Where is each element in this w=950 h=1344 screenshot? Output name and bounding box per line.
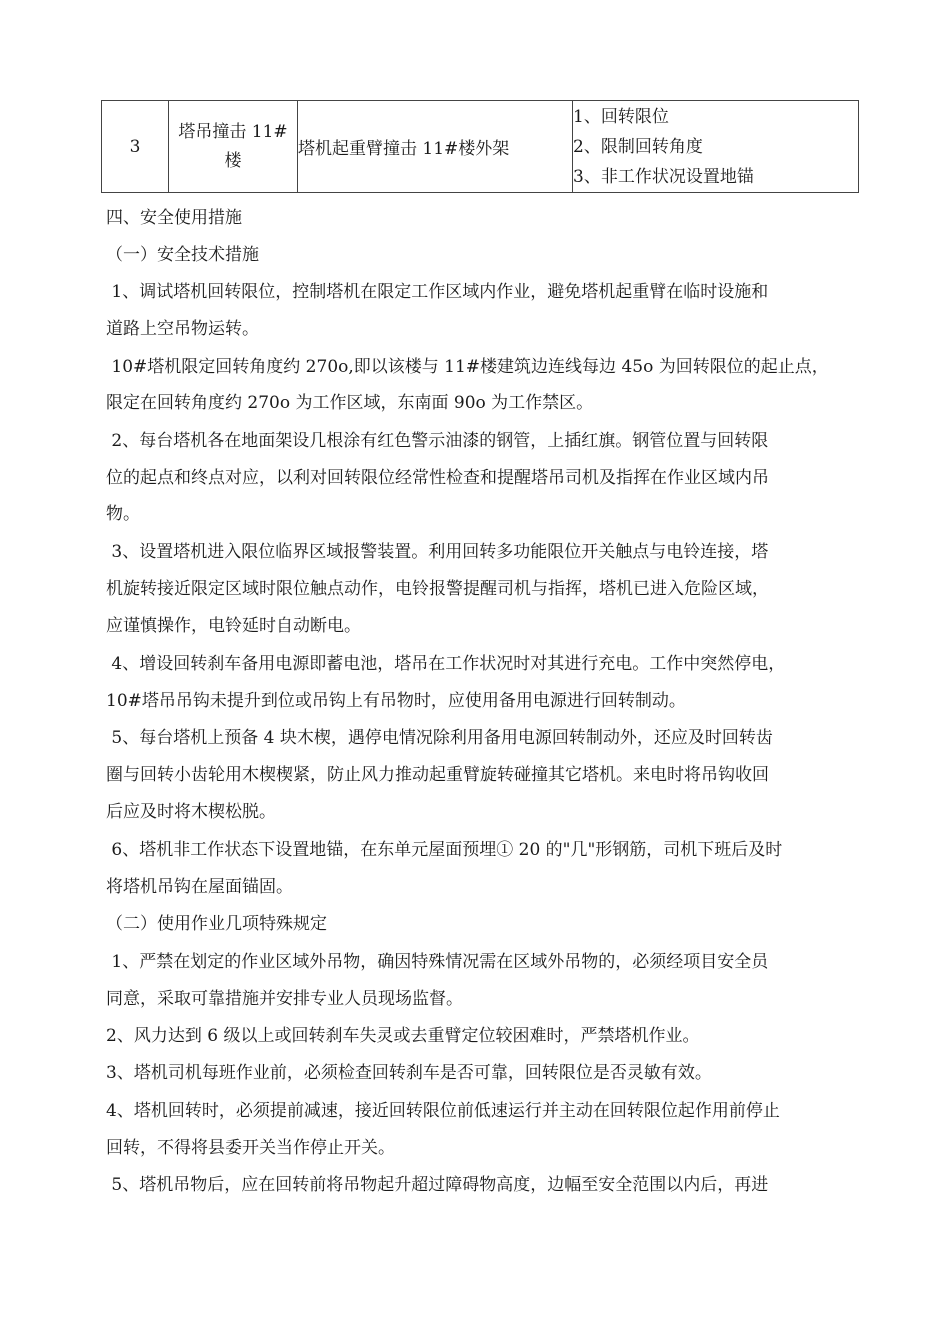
paragraph-line: 4、塔机回转时，必须提前减速，接近回转限位前低速运行并主动在回转限位起作用前停止 [106, 1101, 780, 1121]
paragraph-line: 2、风力达到 6 级以上或回转刹车失灵或去重臂定位较困难时，严禁塔机作业。 [106, 1026, 700, 1046]
paragraph-line: 机旋转接近限定区域时限位触点动作，电铃报警提醒司机与指挥，塔机已进入危险区域， [106, 579, 769, 599]
measure-item: 3、非工作状况设置地锚 [573, 166, 754, 187]
paragraph-line: 位的起点和终点对应，以利对回转限位经常性检查和提醒塔吊司机及指挥在作业区域内吊 [106, 468, 769, 488]
paragraph-line: 将塔机吊钩在屋面锚固。 [106, 877, 293, 897]
paragraph-line: 限定在回转角度约 270o 为工作区域，东南面 90o 为工作禁区。 [106, 393, 594, 413]
paragraph-line: 3、塔机司机每班作业前，必须检查回转刹车是否可靠，回转限位是否灵敏有效。 [106, 1063, 712, 1083]
paragraph-line: 同意，采取可靠措施并安排专业人员现场监督。 [106, 989, 463, 1009]
measure-item: 2、限制回转角度 [573, 136, 703, 157]
risk-description: 塔机起重臂撞击 11#楼外架 [298, 101, 573, 193]
risk-name [169, 101, 298, 193]
risk-measures [573, 101, 859, 193]
paragraph-line: 圈与回转小齿轮用木楔楔紧，防止风力推动起重臂旋转碰撞其它塔机。来电时将吊钩收回 [106, 765, 769, 785]
risk-name-line2: 楼 [224, 150, 242, 171]
risk-table [101, 100, 859, 193]
table-row [102, 101, 859, 193]
paragraph-line: 回转，不得将县委开关当作停止开关。 [106, 1138, 395, 1158]
section-heading: 四、安全使用措施 [106, 208, 242, 228]
paragraph-line: 10#塔吊吊钩未提升到位或吊钩上有吊物时，应使用备用电源进行回转制动。 [106, 691, 686, 711]
paragraph-line: 4、增设回转刹车备用电源即蓄电池，塔吊在工作状况时对其进行充电。工作中突然停电， [106, 654, 786, 674]
paragraph-line: 物。 [106, 504, 140, 524]
measure-item: 1、回转限位 [573, 106, 669, 127]
paragraph-line: 2、每台塔机各在地面架设几根涂有红色警示油漆的钢管，上插红旗。钢管位置与回转限 [106, 431, 769, 451]
subsection-heading: （一）安全技术措施 [106, 245, 259, 265]
paragraph-line: 1、调试塔机回转限位，控制塔机在限定工作区域内作业，避免塔机起重臂在临时设施和 [106, 282, 769, 302]
risk-name-line1: 塔吊撞击 11# [178, 121, 288, 142]
paragraph-line: 10#塔机限定回转角度约 270o,即以该楼与 11#楼建筑边连线每边 45o 为回转限位的起止点， [106, 357, 829, 377]
paragraph-line: 应谨慎操作，电铃延时自动断电。 [106, 616, 361, 636]
paragraph-line: 6、塔机非工作状态下设置地锚，在东单元屋面预埋① 20 的"几"形钢筋，司机下班后及时 [106, 840, 783, 860]
paragraph-line: 5、每台塔机上预备 4 块木楔，遇停电情况除利用备用电源回转制动外，还应及时回转齿 [106, 728, 773, 748]
paragraph-line: 道路上空吊物运转。 [106, 319, 259, 339]
paragraph-line: 1、严禁在划定的作业区域外吊物，确因特殊情况需在区域外吊物的，必须经项目安全员 [106, 952, 769, 972]
row-number: 3 [102, 101, 169, 193]
paragraph-line: 3、设置塔机进入限位临界区域报警装置。利用回转多功能限位开关触点与电铃连接，塔 [106, 542, 769, 562]
paragraph-line: 后应及时将木楔松脱。 [106, 802, 276, 822]
paragraph-line: 5、塔机吊物后，应在回转前将吊物起升超过障碍物高度，边幅至安全范围以内后，再进 [106, 1175, 769, 1195]
subsection-heading: （二）使用作业几项特殊规定 [106, 914, 327, 934]
